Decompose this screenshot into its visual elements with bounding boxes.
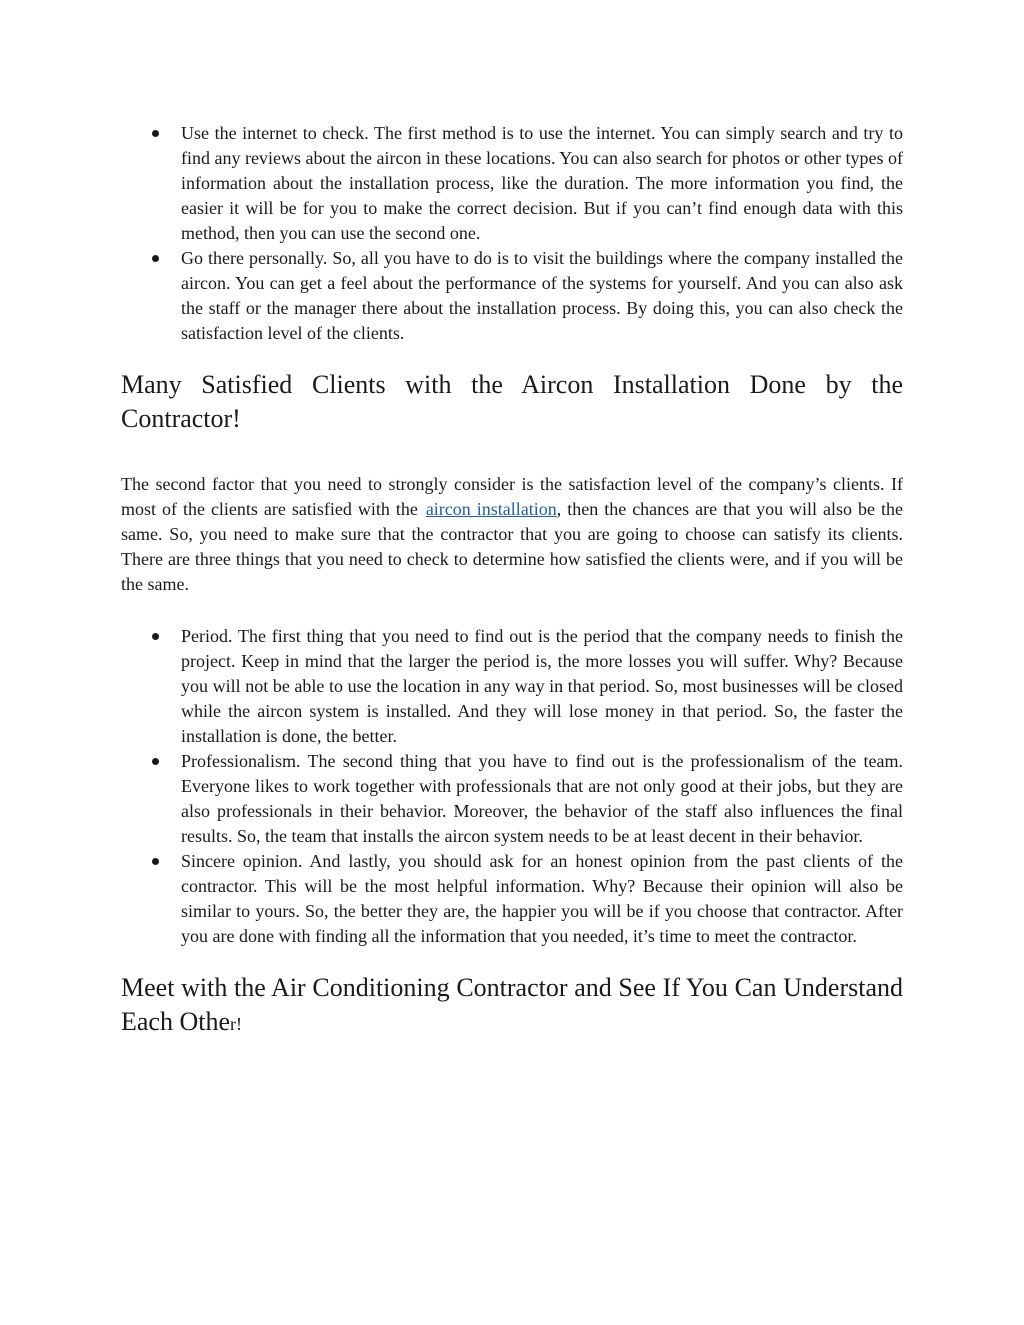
list-item — [121, 624, 903, 749]
list-item-text: Period. The first thing that you need to find out is the period that the company needs to finish the project. Keep in mind that the larger the period is, the more losses you will suffer. Why? Because you will not be able to use the location in any way in that period. So, most businesses will be closed while the aircon system is installed. And they will lose money in that period. So, the faster the installation is done, the better. — [181, 626, 903, 746]
list-item-text: Go there personally. So, all you have to do is to visit the buildings where the company installed the aircon. You can get a feel about the performance of the systems for yourself. And you can also ask the staff or the manager there about the installation process. By doing this, you can also check the satisfaction level of the clients. — [181, 248, 903, 343]
paragraph-text: , then the chances are that you will also be the same. So, you need to make sure that the contractor that you are going to choose can satisfy its clients. There are three things that you need to check to determine how satisfied the clients were, and if you will be the same. — [121, 499, 903, 594]
list-item-text: Professionalism. The second thing that you have to find out is the professionalism of the team. Everyone likes to work together with professionals that are not only good at their jobs, but they are also professionals in their behavior. Moreover, the behavior of the staff also influences the final results. So, the team that installs the aircon system needs to be at least decent in their behavior. — [181, 751, 903, 846]
list-item — [121, 849, 903, 949]
section-heading-meet-contractor — [121, 971, 903, 1041]
list-item-text: Use the internet to check. The first method is to use the internet. You can simply search and try to find any reviews about the aircon in these locations. You can also search for photos or other types of information about the installation process, like the duration. The more information you find, the easier it will be for you to make the correct decision. But if you can’t find enough data with this method, then you can use the second one. — [181, 123, 903, 243]
bullet-icon — [152, 858, 159, 865]
list-item — [121, 246, 903, 346]
bullet-icon — [152, 130, 159, 137]
aircon-installation-link[interactable]: aircon installation — [425, 499, 557, 519]
bullet-list-check-methods — [121, 121, 903, 346]
document-page — [121, 121, 903, 1041]
heading-text: Meet with the Air Conditioning Contractor and See If You Can Understand Each Othe — [121, 973, 903, 1036]
bullet-icon — [152, 633, 159, 640]
heading-text-tail: r! — [230, 1014, 243, 1034]
paragraph-text: The second factor that you need to strongly consider is the satisfaction level of the company’s clients. If most of the clients are satisfied with the — [121, 474, 903, 519]
bullet-list-check-factors — [121, 624, 903, 949]
paragraph-satisfaction — [121, 472, 903, 597]
list-item — [121, 121, 903, 246]
bullet-icon — [152, 255, 159, 262]
list-item-text: Sincere opinion. And lastly, you should ask for an honest opinion from the past clients of the contractor. This will be the most helpful information. Why? Because their opinion will also be similar to yours. So, the better they are, the happier you will be if you choose that contractor. After you are done with finding all the information that you needed, it’s time to meet the contractor. — [181, 851, 903, 946]
section-heading-satisfied-clients: Many Satisfied Clients with the Aircon Installation Done by the Contractor! — [121, 370, 903, 433]
list-item — [121, 749, 903, 849]
bullet-icon — [152, 758, 159, 765]
